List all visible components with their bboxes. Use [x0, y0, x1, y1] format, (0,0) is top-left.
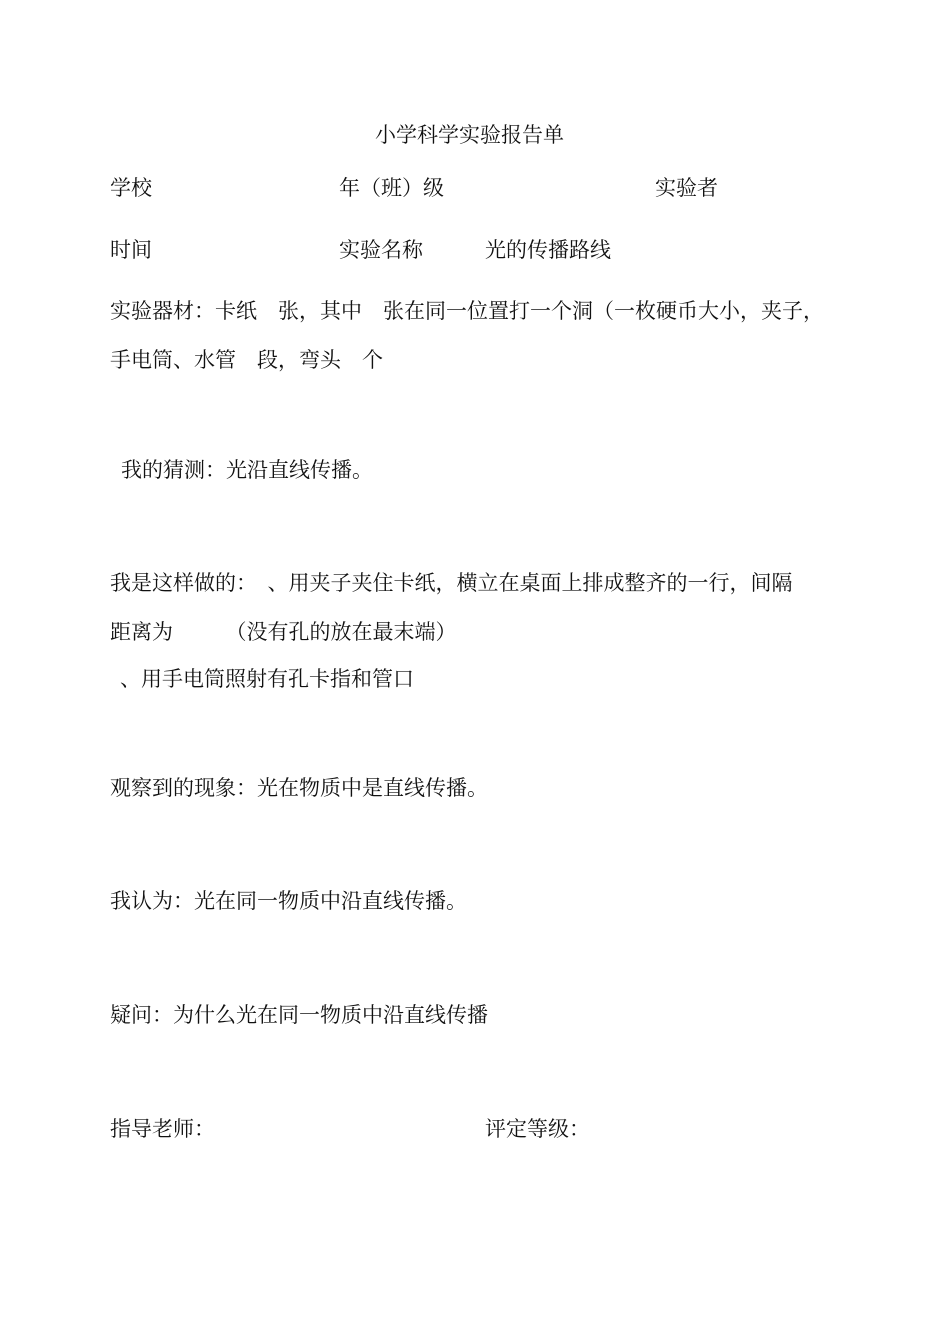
- page-title: 小学科学实验报告单: [375, 123, 564, 147]
- materials-line-2: 手电筒、水管 段，弯头 个: [110, 348, 383, 372]
- procedure-line-3: 、用手电筒照射有孔卡指和管口: [120, 667, 414, 691]
- grade-rating-label: 评定等级：: [485, 1117, 590, 1141]
- time-label: 时间: [110, 238, 152, 262]
- experimenter-label: 实验者: [655, 176, 718, 200]
- conclusion-text: 我认为：光在同一物质中沿直线传播。: [110, 889, 467, 913]
- question-text: 疑问：为什么光在同一物质中沿直线传播: [110, 1003, 488, 1027]
- teacher-label: 指导老师：: [110, 1117, 215, 1141]
- observation-text: 观察到的现象：光在物质中是直线传播。: [110, 776, 488, 800]
- materials-line-1: 实验器材：卡纸 张，其中 张在同一位置打一个洞（一枚硬币大小，夹子，: [110, 299, 824, 323]
- procedure-line-2: 距离为 （没有孔的放在最末端）: [110, 620, 457, 644]
- procedure-line-1: 我是这样做的： 、用夹子夹住卡纸，横立在桌面上排成整齐的一行，间隔: [110, 571, 793, 595]
- experiment-name-label: 实验名称: [339, 238, 423, 262]
- school-label: 学校: [110, 176, 152, 200]
- grade-label: 年（班）级: [339, 176, 444, 200]
- guess-text: 我的猜测：光沿直线传播。: [121, 458, 373, 482]
- experiment-name-value: 光的传播路线: [485, 238, 611, 262]
